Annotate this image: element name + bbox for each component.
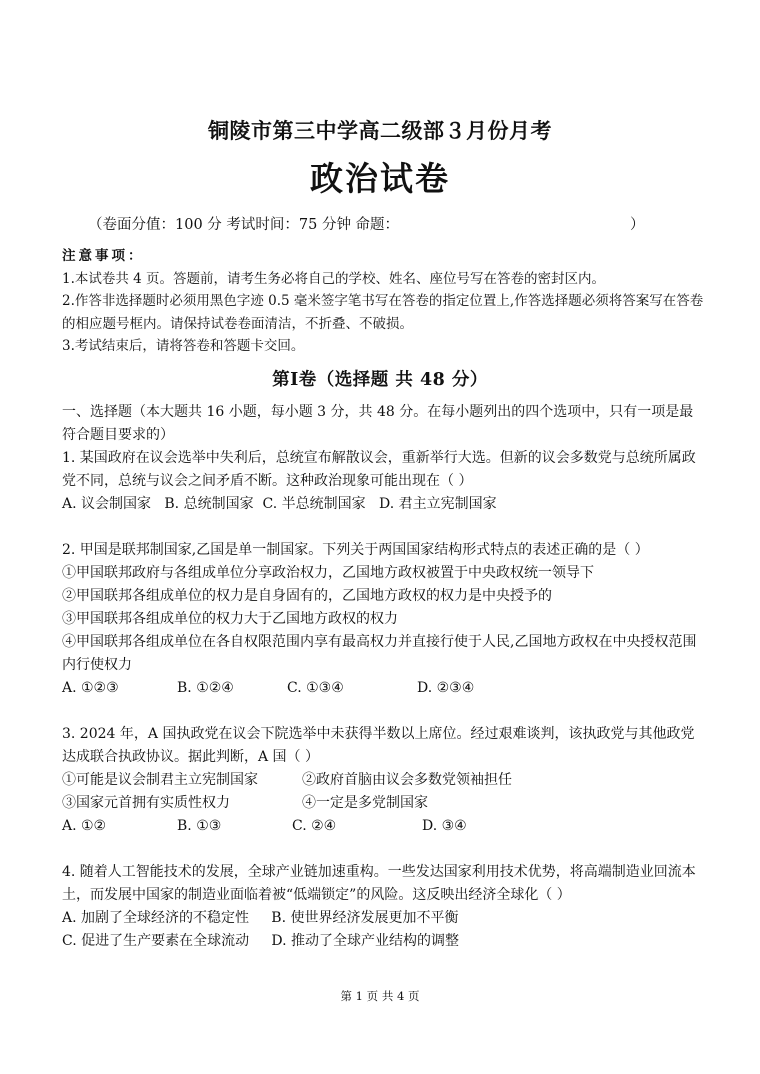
section-title: 第Ⅰ卷（选择题 共 48 分） xyxy=(272,370,488,390)
statement-2: ②甲国联邦各组成单位的权力是自身固有的，乙国地方政权的权力是中央授予的 xyxy=(62,588,552,604)
question-options xyxy=(62,677,702,700)
option-c: C. 促进了生产要素在全球流动 xyxy=(62,933,250,949)
option-d: D. 君主立宪制国家 xyxy=(378,496,497,512)
exam-info-text: （卷面分值：100 分 考试时间：75 分钟 命题： xyxy=(88,217,400,233)
notice-block xyxy=(62,245,712,358)
statement-3: ③国家元首拥有实质性权力 xyxy=(62,795,230,811)
notice-item-3: 3.考试结束后，请将答卷和答题卡交回。 xyxy=(62,338,305,354)
exam-info-close: ） xyxy=(630,217,645,233)
option-c: C. ②④ xyxy=(292,818,337,834)
option-d: D. ②③④ xyxy=(417,680,475,696)
statement-1: ①可能是议会制君主立宪制国家 xyxy=(62,772,258,788)
exam-title: 铜陵市第三中学高二级部３月份月考 xyxy=(208,118,552,143)
option-b: B. ①③ xyxy=(177,818,222,834)
statement-1: ①甲国联邦政府与各组成单位分享政治权力，乙国地方政权被置于中央政权统一领导下 xyxy=(62,565,594,581)
statement-4: ④一定是多党制国家 xyxy=(302,795,428,811)
option-a: A. ①② xyxy=(62,818,107,834)
question-options-row-1 xyxy=(62,907,702,930)
question-stem: 4. 随着人工智能技术的发展，全球产业链加速重构。一些发达国家利用技术优势，将高端制造业回流本土，而发展中国家的制造业面临着被“低端锁定”的风险。这反映出经济全球化（ ） xyxy=(62,864,696,903)
statement-2: ②政府首脑由议会多数党领袖担任 xyxy=(302,772,512,788)
notice-item-2: 2.作答非选择题时必须用黑色字迹 0.5 毫米签字笔书写在答卷的指定位置上,作答选择题必须将答案写在答卷的相应题号框内。请保持试卷卷面清洁，不折叠、不破损。 xyxy=(62,293,704,332)
part-heading: 一、选择题（本大题共 16 小题，每小题 3 分，共 48 分。在每小题列出的四个选项中，只有一项是最符合题目要求的） xyxy=(62,404,694,443)
option-b: B. 总统制国家 xyxy=(164,496,254,512)
question-options-row-2 xyxy=(62,930,702,953)
question-stem: 3. 2024 年，A 国执政党在议会下院选举中未获得半数以上席位。经过艰难谈判，该执政党与其他政党达成联合执政协议。据此判断，A 国（ ） xyxy=(62,726,695,765)
exam-subject-title: 政治试卷 xyxy=(310,159,450,198)
statement-4: ④甲国联邦各组成单位在各自权限范围内享有最高权力并直接行使于人民,乙国地方政权在中央授权范围内行使权力 xyxy=(62,634,697,673)
statement-row-2 xyxy=(62,792,702,815)
option-c: C. ①③④ xyxy=(287,680,344,696)
statement-3: ③甲国联邦各组成单位的权力大于乙国地方政权的权力 xyxy=(62,611,398,627)
option-a: A. 议会制国家 xyxy=(62,496,152,512)
question-stem: 1. 某国政府在议会选举中失利后，总统宣布解散议会，重新举行大选。但新的议会多数党与总统所属政党不同，总统与议会之间矛盾不断。这种政治现象可能出现在（ ） xyxy=(62,450,696,489)
question-4 xyxy=(62,861,702,953)
option-a: A. 加剧了全球经济的不稳定性 xyxy=(62,910,250,926)
question-2 xyxy=(62,539,702,700)
option-d: D. ③④ xyxy=(422,818,467,834)
question-stem: 2. 甲国是联邦制国家,乙国是单一制国家。下列关于两国国家结构形式特点的表述正确的是（ ） xyxy=(62,542,649,558)
option-c: C. 半总统制国家 xyxy=(262,496,366,512)
question-3 xyxy=(62,723,702,838)
option-b: B. ①②④ xyxy=(177,680,234,696)
question-1 xyxy=(62,447,702,516)
page-footer: 第 1 页 共 4 页 xyxy=(340,989,420,1003)
question-options xyxy=(62,815,702,838)
option-d: D. 推动了全球产业结构的调整 xyxy=(271,933,460,949)
option-a: A. ①②③ xyxy=(62,680,119,696)
exam-info-line xyxy=(88,213,688,234)
question-options xyxy=(62,493,702,516)
notice-item-1: 1.本试卷共 4 页。答题前，请考生务必将自己的学校、姓名、座位号写在答卷的密封区内。 xyxy=(62,270,606,287)
question-content xyxy=(62,401,702,953)
statement-row-1 xyxy=(62,769,702,792)
option-b: B. 使世界经济发展更加不平衡 xyxy=(271,910,459,926)
notice-heading: 注意事项： xyxy=(62,248,145,264)
